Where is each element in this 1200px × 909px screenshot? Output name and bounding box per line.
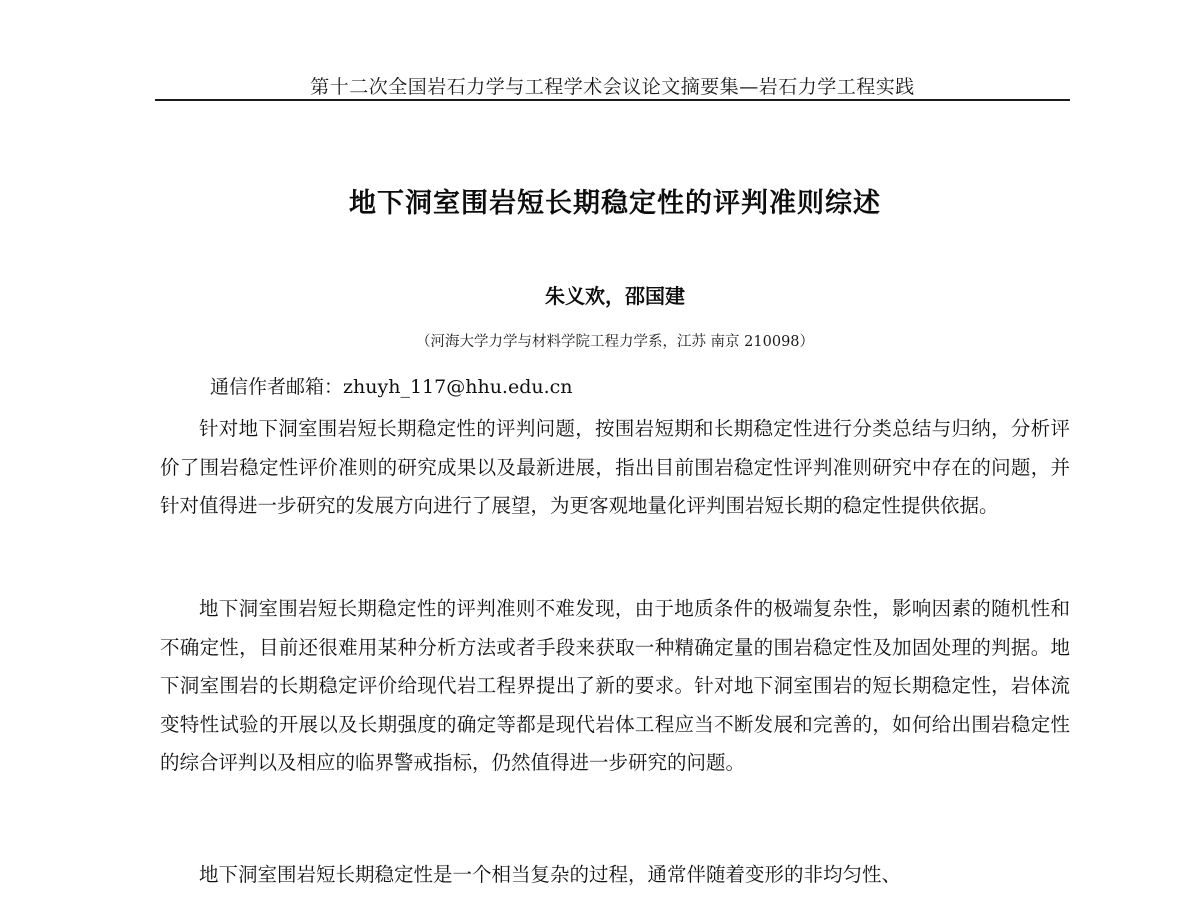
header-rule (155, 99, 1070, 101)
paper-title: 地下洞室围岩短长期稳定性的评判准则综述 (349, 188, 881, 219)
author-names: 朱义欢，邵国建 (545, 284, 685, 308)
running-header: 第十二次全国岩石力学与工程学术会议论文摘要集—岩石力学工程实践 (310, 76, 915, 98)
abstract-paragraph-1: 针对地下洞室围岩短长期稳定性的评判问题，按围岩短期和长期稳定性进行分类总结与归纳，分析评价了围岩稳定性评价准则的研究成果以及最新进展，指出目前围岩稳定性评判准则研究中存在的问题，并针对值得进一步研究的发展方向进行了展望，为更客观地量化评判围岩短长期的稳定性提供依据。 (160, 417, 1070, 517)
abstract-paragraph-2: 地下洞室围岩短长期稳定性的评判准则不难发现，由于地质条件的极端复杂性，影响因素的随机性和不确定性，目前还很难用某种分析方法或者手段来获取一种精确定量的围岩稳定性及加固处理的判据。地下洞室围岩的长期稳定评价给现代岩工程界提出了新的要求。针对地下洞室围岩的短长期稳定性，岩体流变特性试验的开展以及长期强度的确定等都是现代岩体工程应当不断发展和完善的，如何给出围岩稳定性的综合评判以及相应的临界警戒指标，仍然值得进一步研究的问题。 (160, 597, 1070, 774)
author-affiliation: （河海大学力学与材料学院工程力学系，江苏 南京 210098） (415, 334, 815, 350)
corresponding-email: 通信作者邮箱：zhuyh_117@hhu.edu.cn (210, 376, 573, 398)
abstract-paragraph-3: 地下洞室围岩短长期稳定性是一个相当复杂的过程，通常伴随着变形的非均匀性、 (199, 863, 902, 886)
